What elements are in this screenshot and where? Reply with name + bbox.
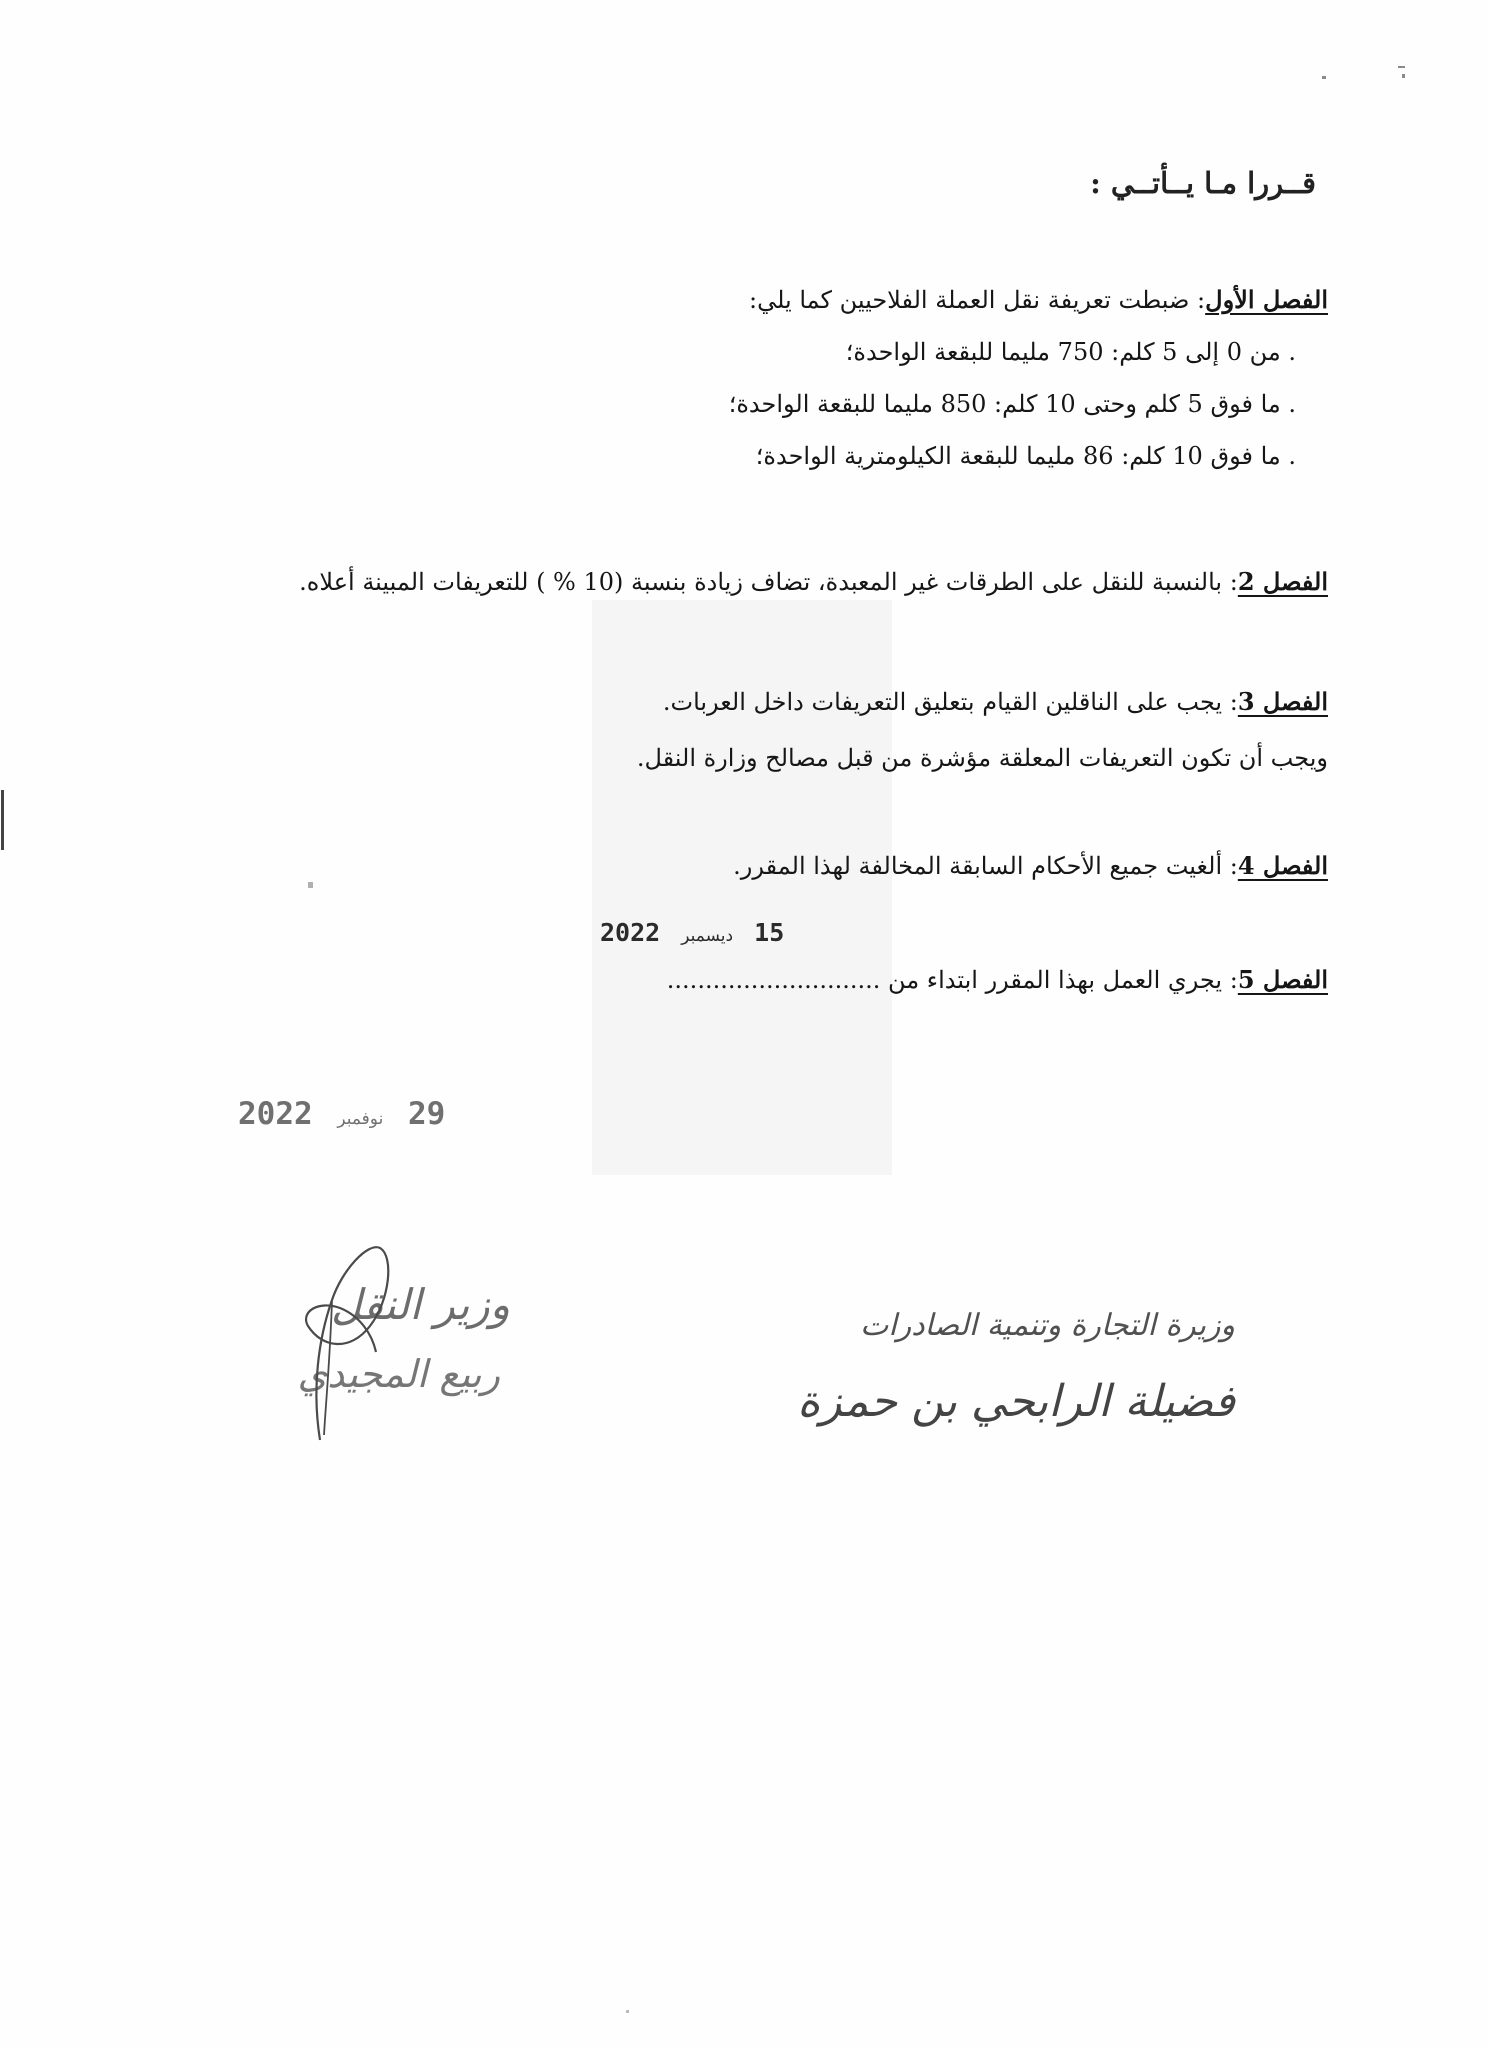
stamp-year: 2022	[238, 1096, 313, 1132]
tariff-item: . ما فوق 10 كلم: 86 مليما للبقعة الكيلومترية الواحدة؛	[755, 442, 1296, 470]
article-4	[733, 842, 1328, 890]
commerce-minister-name: فضيلة الرابحي بن حمزة	[797, 1376, 1235, 1427]
article-1	[729, 274, 1328, 482]
tariff-item: . ما فوق 5 كلم وحتى 10 كلم: 850 مليما للبقعة الواحدة؛	[728, 390, 1296, 418]
article-1-text: : ضبطت تعريفة نقل العملة الفلاحيين كما يلي:	[748, 286, 1206, 314]
handwritten-signature-icon	[200, 1230, 530, 1450]
scan-mark	[1398, 66, 1405, 68]
article-3-line-2: ويجب أن تكون التعريفات المعلقة مؤشرة من قبل مصالح وزارة النقل.	[636, 744, 1328, 772]
tariff-item: . من 0 إلى 5 كلم: 750 مليما للبقعة الواحدة؛	[845, 338, 1296, 366]
stamp-month: نوفمبر	[337, 1109, 384, 1129]
scan-mark	[626, 2010, 629, 2013]
article-2-text: : بالنسبة للنقل على الطرقات غير المعبدة، تضاف زيادة بنسبة (10 % ) للتعريفات المبينة أعلاه.	[299, 568, 1238, 596]
commerce-minister-signature	[797, 1290, 1255, 1460]
start-date-stamp	[600, 918, 784, 947]
stamp-month: ديسمبر	[681, 926, 734, 946]
signature-date-stamp	[238, 1096, 445, 1132]
stamp-day: 15	[754, 918, 785, 947]
article-4-label: الفصل 4	[1237, 851, 1328, 880]
scan-mark	[1402, 74, 1405, 78]
commerce-minister-title: وزيرة التجارة وتنمية الصادرات	[860, 1308, 1235, 1343]
article-1-label: الفصل الأول	[1205, 285, 1328, 314]
article-3-line	[637, 674, 1328, 730]
scan-mark	[308, 882, 313, 888]
decision-heading: قــررا مـا يــأتــي :	[1090, 166, 1316, 200]
article-1-heading	[729, 274, 1328, 326]
article-5-label: الفصل 5	[1237, 965, 1328, 994]
article-3-text: : يجب على الناقلين القيام بتعليق التعريفات داخل العربات.	[662, 688, 1238, 716]
stamp-day: 29	[407, 1096, 446, 1132]
transport-minister-name: ربيع المجيدي	[297, 1352, 500, 1396]
article-5-text: : يجري العمل بهذا المقرر ابتداء من	[888, 966, 1238, 994]
transport-minister-title: وزير النقل	[331, 1280, 510, 1329]
transport-minister-signature	[200, 1230, 530, 1450]
scan-mark	[1, 790, 4, 850]
article-3-label: الفصل 3	[1237, 687, 1328, 716]
article-3	[637, 674, 1328, 786]
article-2	[299, 558, 1328, 606]
article-4-text: : ألغيت جميع الأحكام السابقة المخالفة لهذا المقرر.	[733, 852, 1238, 880]
article-2-label: الفصل 2	[1237, 567, 1328, 596]
scan-mark	[1322, 76, 1326, 79]
stamp-year: 2022	[600, 918, 661, 947]
article-5	[667, 956, 1328, 1004]
article-5-dots: ............................	[666, 966, 881, 994]
